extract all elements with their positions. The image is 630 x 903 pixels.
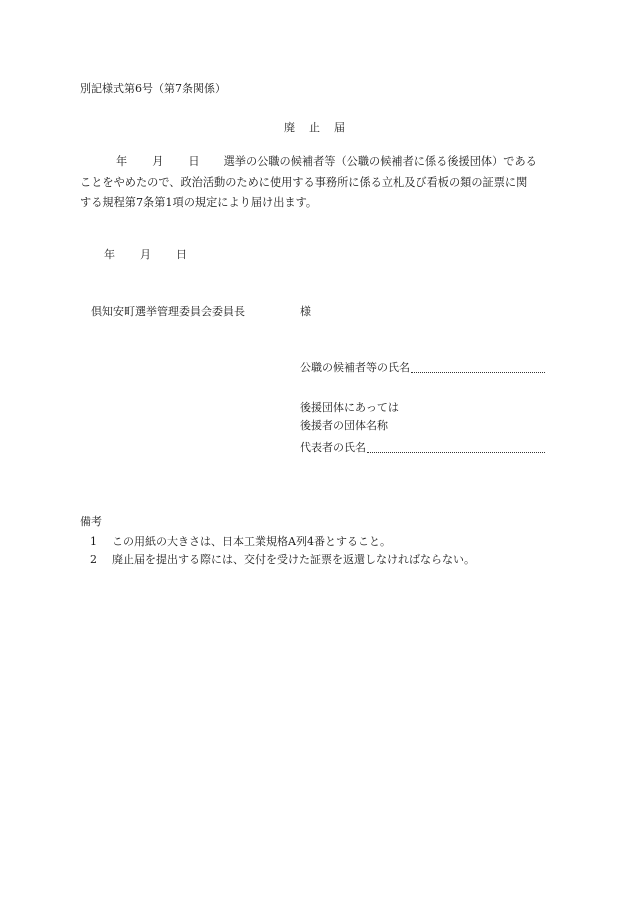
note-text: 廃止届を提出する際には、交付を受けた証票を返還しなければならない。 — [112, 553, 475, 566]
title-char: 廃 — [284, 121, 295, 134]
body-day-label: 日 — [188, 155, 200, 168]
supporter-note-2: 後援者の団体名称 — [300, 419, 388, 432]
submission-date — [104, 248, 187, 262]
note-item — [90, 535, 391, 549]
honorific: 様 — [300, 305, 311, 318]
dotted-line — [367, 451, 545, 453]
notes-title: 備考 — [80, 515, 102, 528]
body-month-label: 月 — [152, 155, 164, 168]
body-line-2: ことをやめたので、政治活動のために使用する事務所に係る立札及び看板の類の証票に関 — [80, 176, 528, 189]
title-char: 止 — [309, 121, 320, 134]
dotted-line — [411, 371, 545, 373]
date-month-label: 月 — [140, 248, 151, 261]
note-item — [90, 553, 475, 567]
representative-name-field[interactable] — [300, 441, 545, 455]
date-year-label: 年 — [104, 248, 115, 261]
recipient: 倶知安町選挙管理委員会委員長 — [91, 305, 245, 318]
supporter-note-1: 後援団体にあっては — [300, 401, 399, 414]
form-label: 別記様式第6号（第7条関係） — [80, 82, 226, 95]
document-title — [284, 121, 345, 135]
note-number: 1 — [90, 535, 97, 548]
title-char: 届 — [334, 121, 345, 134]
representative-name-label: 代表者の氏名 — [300, 441, 366, 454]
note-number: 2 — [90, 553, 97, 566]
candidate-name-field[interactable] — [300, 361, 545, 375]
body-year-label: 年 — [116, 155, 128, 168]
body-text-1: 選挙の公職の候補者等（公職の候補者に係る後援団体）である — [223, 155, 537, 168]
body-line-1 — [80, 155, 537, 170]
body-line-3: する規程第7条第1項の規定により届け出ます。 — [80, 196, 318, 209]
date-day-label: 日 — [176, 248, 187, 261]
note-text: この用紙の大きさは、日本工業規格A列4番とすること。 — [112, 535, 391, 548]
candidate-name-label: 公職の候補者等の氏名 — [300, 361, 410, 374]
